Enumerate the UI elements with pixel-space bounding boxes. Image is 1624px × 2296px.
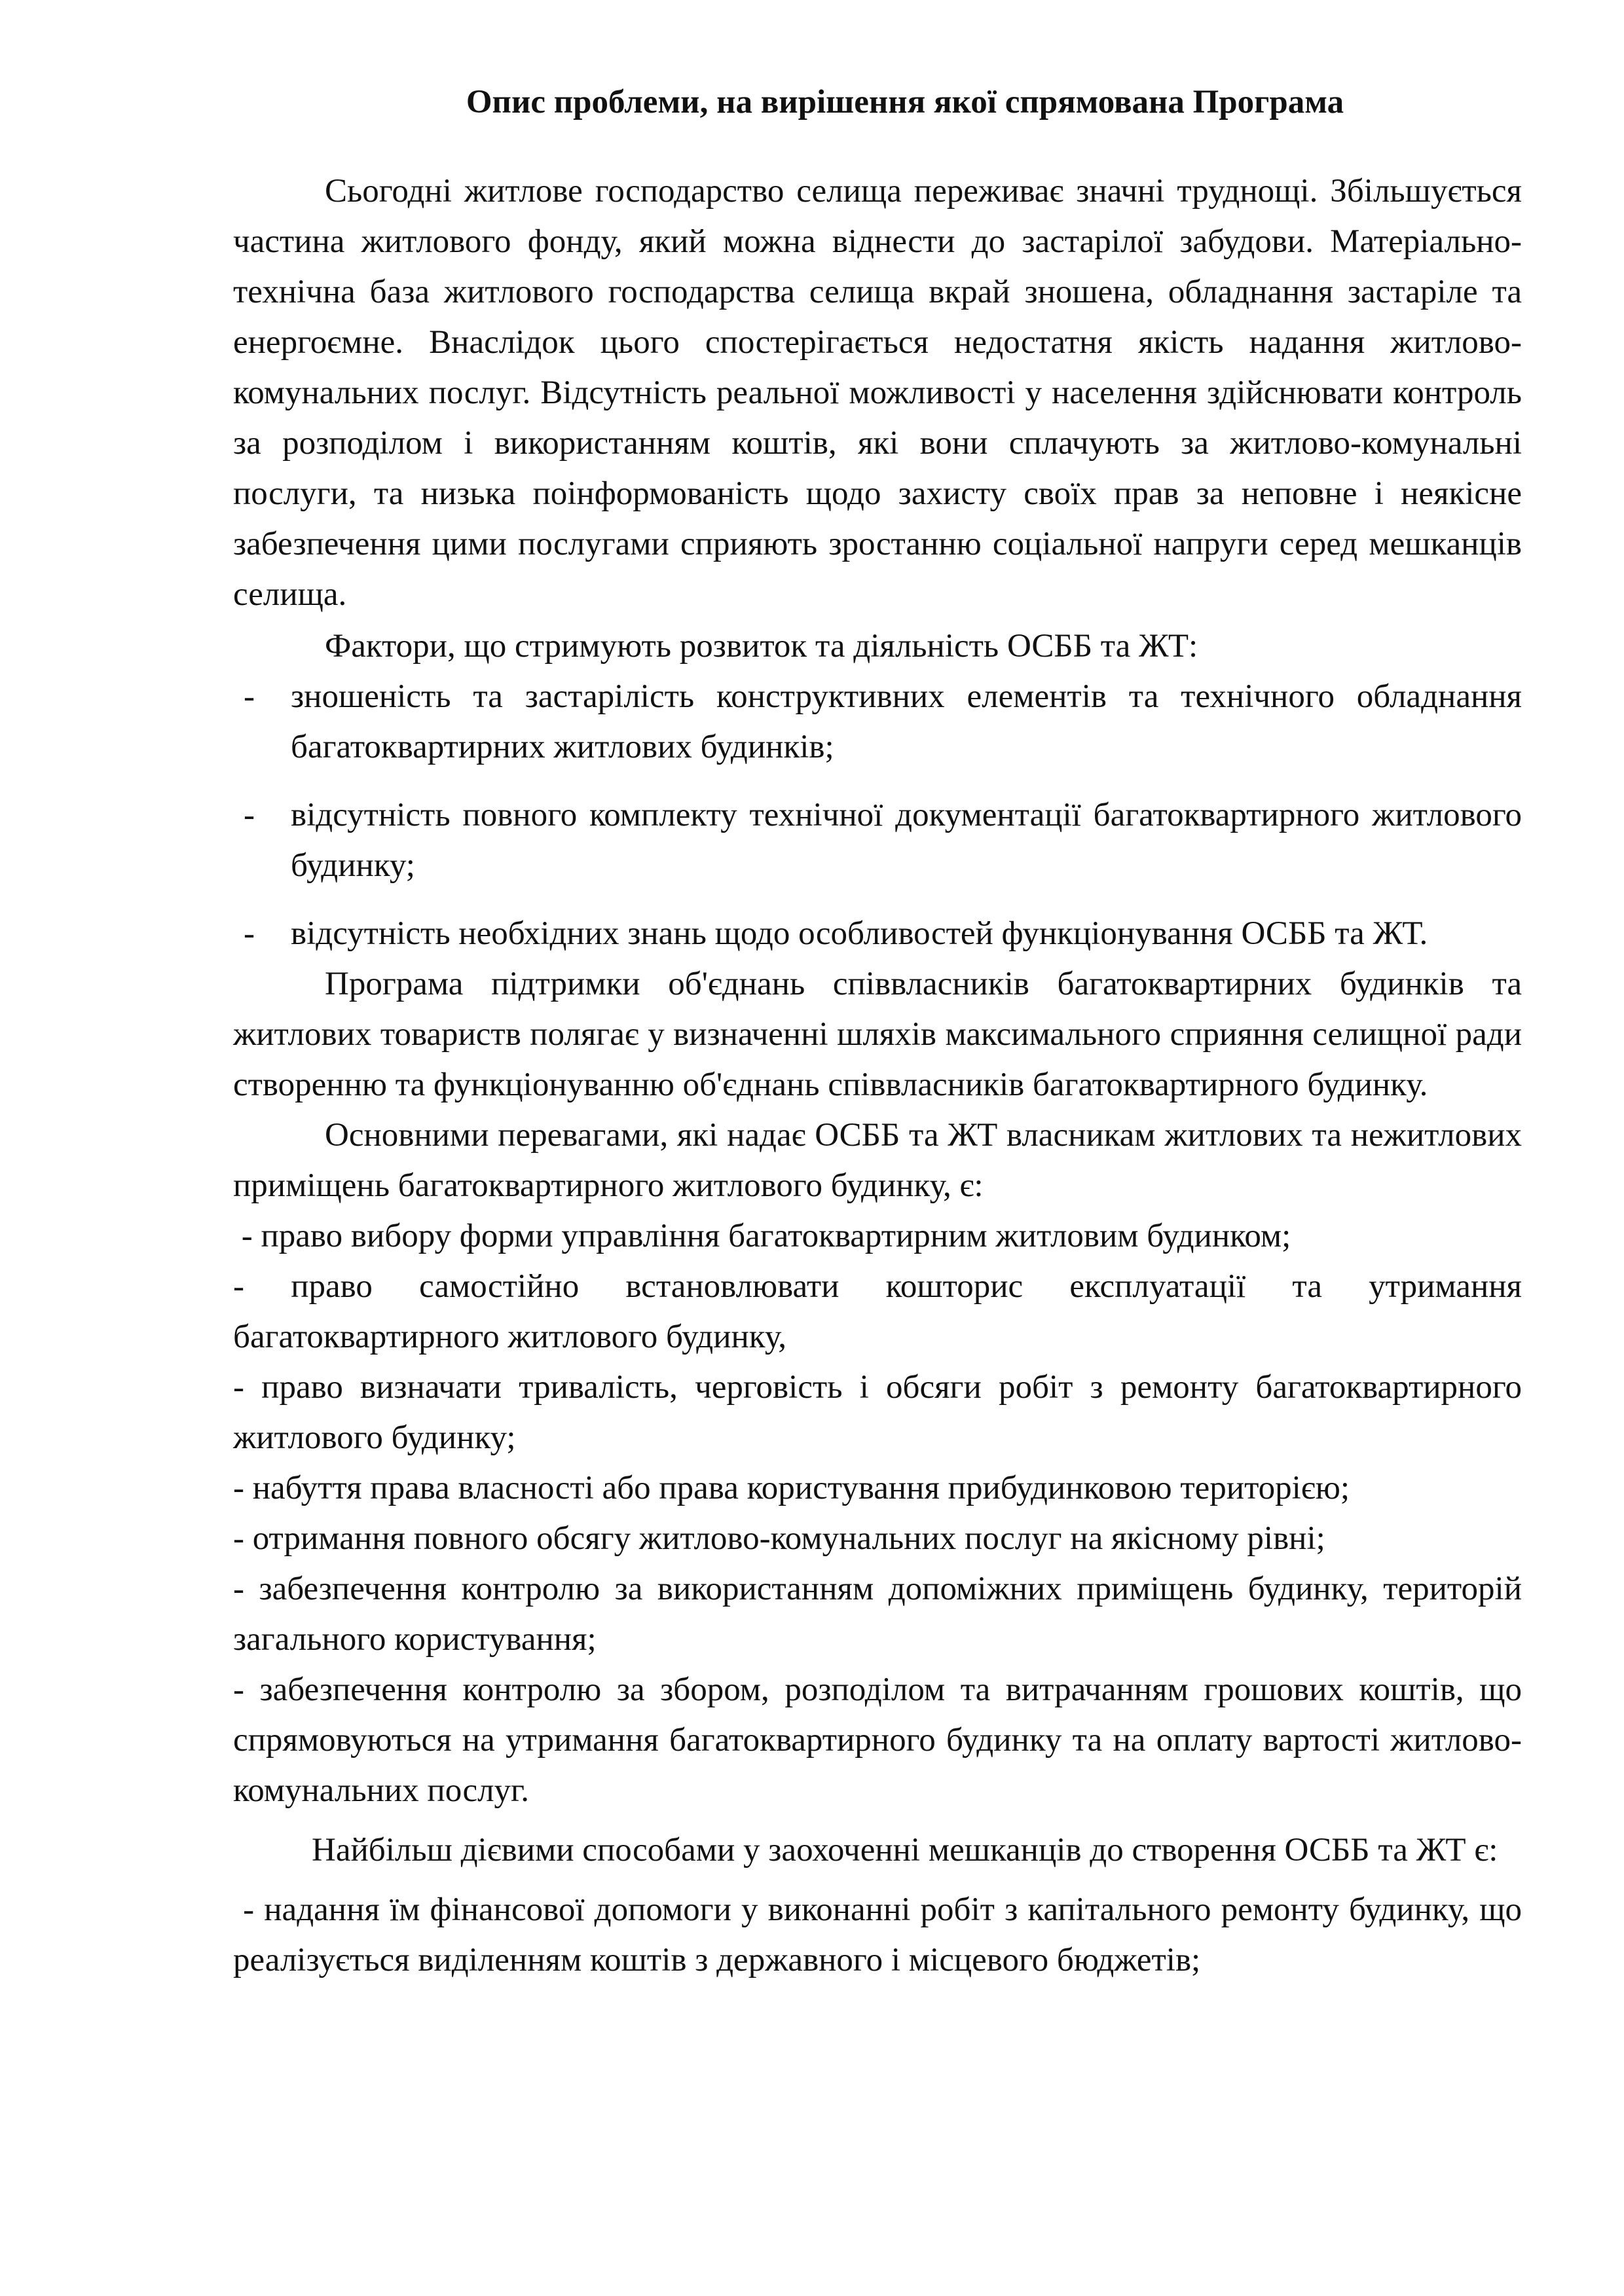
list-item bbox=[233, 909, 1522, 959]
document-title: Опис проблеми, на вирішення якої спрямована Програма bbox=[466, 84, 1344, 120]
advantage-item: - набуття права власності або права користування прибудинковою територією; bbox=[233, 1470, 1350, 1506]
dash-marker: - bbox=[244, 915, 255, 952]
advantage-item: - право вибору форми управління багатоквартирним житловим будинком; bbox=[233, 1218, 1291, 1254]
dash-marker: - bbox=[244, 678, 255, 715]
factor-text: відсутність повного комплекту технічної документації багатоквартирного житлового будинку; bbox=[291, 797, 1522, 884]
dash-marker: - bbox=[244, 797, 255, 833]
intro-paragraph: Сьогодні житлове господарство селища переживає значні труднощі. Збільшується частина житлового фонду, який можна віднести до застарілої забудови. Матеріально-технічна база житлового господарства селища вкрай зношена, обладнання застаріле та енергоємне. Внаслідок цього спостерігається недостатня якість надання житлово-комунальних послуг. Відсутність реальної можливості у населення здійснювати контроль за розподілом і використанням коштів, які вони сплачують за житлово-комунальні послуги, та низька поінформованість щодо захисту своїх прав за неповне і неякісне забезпечення цими послугами сприяють зростанню соціальної напруги серед мешканців селища. bbox=[233, 173, 1522, 613]
advantage-item: - забезпечення контролю за використанням допоміжних приміщень будинку, територій загального користування; bbox=[233, 1571, 1522, 1658]
advantages-heading: Основними перевагами, які надає ОСББ та ЖТ власникам житлових та нежитлових приміщень багатоквартирного житлового будинку, є: bbox=[233, 1117, 1522, 1204]
factor-text: відсутність необхідних знань щодо особливостей функціонування ОСББ та ЖТ. bbox=[291, 915, 1428, 952]
factor-text: зношеність та застарілість конструктивних елементів та технічного обладнання багатоквартирних житлових будинків; bbox=[291, 678, 1522, 765]
factors-list bbox=[233, 672, 1522, 959]
advantage-item: - отримання повного обсягу житлово-комунальних послуг на якісному рівні; bbox=[233, 1520, 1325, 1557]
advantage-item: - право визначати тривалість, черговість і обсяги робіт з ремонту багатоквартирного житлового будинку; bbox=[233, 1369, 1522, 1456]
document-body bbox=[233, 77, 1530, 1986]
advantage-item: - право самостійно встановлювати кошторис експлуатації та утримання багатоквартирного житлового будинку, bbox=[233, 1268, 1522, 1355]
encouragement-heading: Найбільш дієвими способами у заохоченні мешканців до створення ОСББ та ЖТ є: bbox=[312, 1832, 1498, 1868]
advantage-item: - забезпечення контролю за збором, розподілом та витрачанням грошових коштів, що спрямовуються на утримання багатоквартирного будинку та на оплату вартості житлово-комунальних послуг. bbox=[233, 1671, 1522, 1809]
list-item bbox=[233, 672, 1522, 773]
encouragement-item: - надання їм фінансової допомоги у виконанні робіт з капітального ремонту будинку, що реалізується виділенням коштів з державного і місцевого бюджетів; bbox=[233, 1891, 1530, 1978]
list-item bbox=[233, 790, 1522, 891]
program-paragraph: Програма підтримки об'єднань співвласників багатоквартирних будинків та житлових товариств полягає у визначенні шляхів максимального сприяння селищної ради створенню та функціонуванню об'єднань співвласників багатоквартирного будинку. bbox=[233, 966, 1522, 1103]
factors-heading: Фактори, що стримують розвиток та діяльність ОСББ та ЖТ: bbox=[325, 628, 1198, 665]
